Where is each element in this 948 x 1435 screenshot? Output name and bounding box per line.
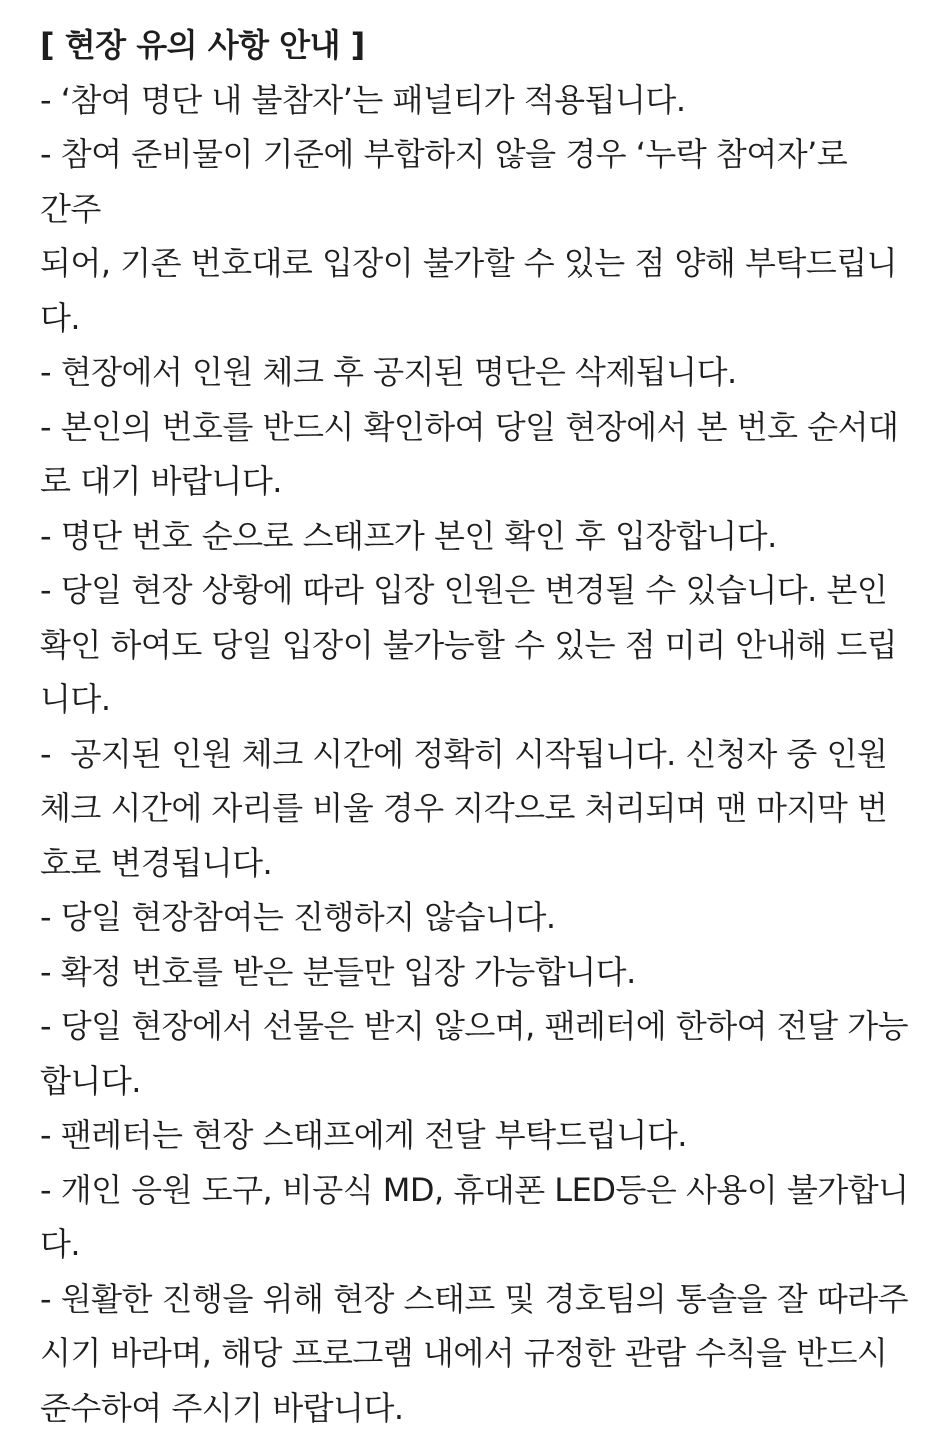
notice-item: - 당일 현장참여는 진행하지 않습니다. xyxy=(40,890,912,945)
notice-item: - 공지된 인원 체크 시간에 정확히 시작됩니다. 신청자 중 인원 체크 시간에 자리를 비울 경우 지각으로 처리되며 맨 마지막 번 호로 변경됩니다. xyxy=(40,727,912,891)
notice-item: - 현장에서 인원 체크 후 공지된 명단은 삭제됩니다. xyxy=(40,345,912,400)
notice-item: - 명단 번호 순으로 스태프가 본인 확인 후 입장합니다. xyxy=(40,509,912,564)
notice-item: - 참여 준비물이 기준에 부합하지 않을 경우 ‘누락 참여자’로 간주 되어, 기존 번호대로 입장이 불가할 수 있는 점 양해 부탁드립니 다. xyxy=(40,127,912,345)
notice-item: - 확정 번호를 받은 분들만 입장 가능합니다. xyxy=(40,945,912,1000)
notice-item: - 원활한 진행을 위해 현장 스태프 및 경호팀의 통솔을 잘 따라주 시기 바라며, 해당 프로그램 내에서 규정한 관람 수칙을 반드시 준수하여 주시기 바랍니다. xyxy=(40,1272,912,1435)
notice-item: - 당일 현장 상황에 따라 입장 인원은 변경될 수 있습니다. 본인 확인 하여도 당일 입장이 불가능할 수 있는 점 미리 안내해 드립 니다. xyxy=(40,563,912,727)
notice-item: - 개인 응원 도구, 비공식 MD, 휴대폰 LED등은 사용이 불가합니 다. xyxy=(40,1163,912,1272)
notice-item: - 당일 현장에서 선물은 받지 않으며, 팬레터에 한하여 전달 가능 합니다. xyxy=(40,999,912,1108)
notice-document xyxy=(40,18,912,1435)
notice-item: - ‘참여 명단 내 불참자’는 패널티가 적용됩니다. xyxy=(40,73,912,128)
notice-title: [ 현장 유의 사항 안내 ] xyxy=(40,18,912,73)
notice-list xyxy=(40,73,912,1435)
notice-item: - 팬레터는 현장 스태프에게 전달 부탁드립니다. xyxy=(40,1108,912,1163)
notice-item: - 본인의 번호를 반드시 확인하여 당일 현장에서 본 번호 순서대 로 대기 바랍니다. xyxy=(40,400,912,509)
